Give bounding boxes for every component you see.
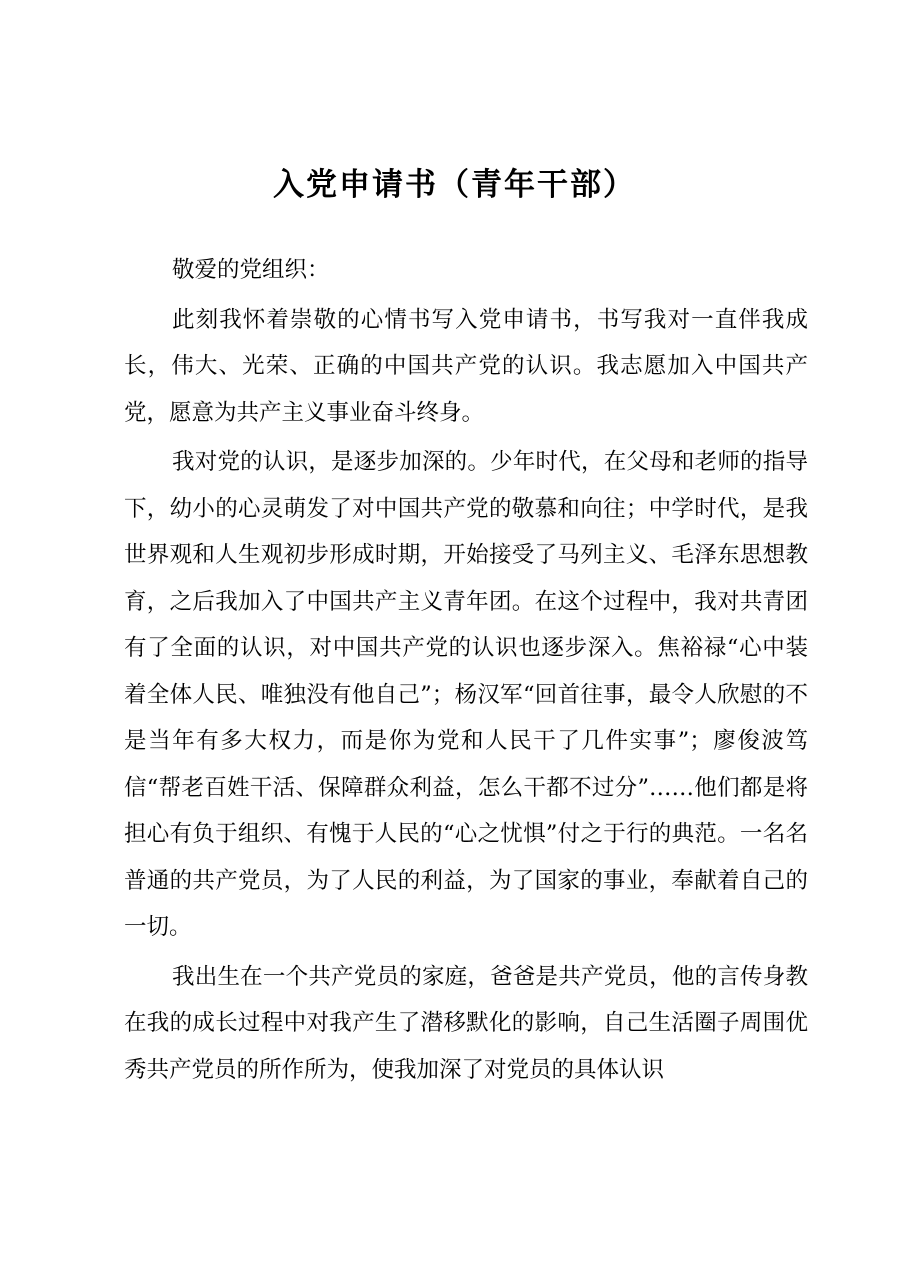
paragraph-1: 此刻我怀着崇敬的心情书写入党申请书，书写我对一直伴我成长，伟大、光荣、正确的中国共产党的认识。我志愿加入中国共产党，愿意为共产主义事业奋斗终身。 — [124, 306, 808, 426]
paragraph-2: 我对党的认识，是逐步加深的。少年时代，在父母和老师的指导下，幼小的心灵萌发了对中国共产党的敬慕和向往；中学时代，是我世界观和人生观初步形成时期，开始接受了马列主义、毛泽东思想教育，之后我加入了中国共产主义青年团。在这个过程中，我对共青团有了全面的认识，对中国共产党的认识也逐步深入。焦裕禄“心中装着全体人民、唯独没有他自己”；杨汉军“回首往事，最令人欣慰的不是当年有多大权力，而是你为党和人民干了几件实事”；廖俊波笃信“帮老百姓干活、保障群众利益，怎么干都不过分”……他们都是将担心有负于组织、有愧于人民的“心之忧惧”付之于行的典范。一名名普通的共产党员，为了人民的利益，为了国家的事业，奉献着自己的一切。 — [124, 449, 808, 940]
paragraph-3: 我出生在一个共产党员的家庭，爸爸是共产党员，他的言传身教在我的成长过程中对我产生了潜移默化的影响，自己生活圈子周围优秀共产党员的所作所为，使我加深了对党员的具体认识 — [124, 963, 808, 1083]
document-body — [124, 247, 808, 1093]
salutation: 敬爱的党组织： — [172, 257, 330, 283]
document-title: 入党申请书（青年干部） — [273, 167, 636, 203]
